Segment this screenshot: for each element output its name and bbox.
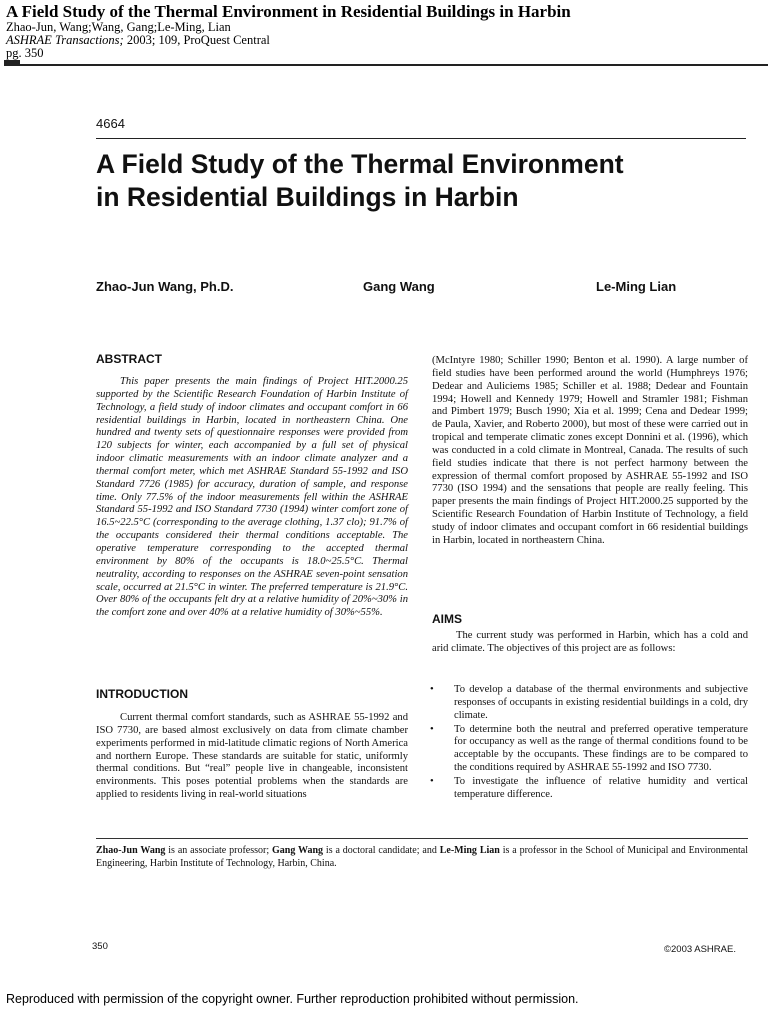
header-journal: ASHRAE Transactions; <box>6 33 124 47</box>
aims-item-text: To determine both the neutral and preferred operative temperature for occupancy as well as the range of thermal conditions found to be acceptable by the occupants. These findings are to be compared to the conditions required by ASHRAE 55-1992 and ISO 7730. <box>454 723 748 774</box>
abstract-heading: ABSTRACT <box>96 352 162 366</box>
continuation-text: (McIntyre 1980; Schiller 1990; Benton et al. 1990). A large number of field studies have been performed around the world (Humphreys 1976; Dedear and Auliciems 1985; Schiller et al. 1988; Dedear and Fountain 1994; Howell and Kennedy 1979; Howell and Stramler 1981; Fishman and Pimbert 1979; Busch 1990; Xia et al. 1999; Cena and Dedear 1999; de Paula, Xavier, and Roberto 2000), but most of these were carried out in tropical and temperate climatic zones except Donnini et al. (1996), which was conducted in a cold climate in Montreal, Canada. The results of such field studies indicate that there is not perfect harmony between the expression of thermal comfort proposed by ASHRAE 55-1992 and ISO 7730 (ISO 1994) and the sensations that people are really feeling. This paper presents the main findings of Project HIT.2000.25 supported by the Scientific Research Foundation of Harbin Institute of Technology, a field study of indoor climates and occupant comfort in 66 residential buildings in Harbin, located in northeastern China. <box>432 355 748 546</box>
introduction-text: Current thermal comfort standards, such as ASHRAE 55-1992 and ISO 7730, are based almost exclusively on data from climate chamber experiments performed in mid-latitude climatic regions of North America and northern Europe. These standards are suitable for static, uniformly thermal conditions. But “real” people live in changeable, inconsistent environments. This poses potential problems when the standards are applied to residents living in real-world situations <box>96 712 408 801</box>
footnote-name-2: Gang Wang <box>272 845 324 856</box>
page-number: 350 <box>92 941 108 952</box>
paper-title-line1: A Field Study of the Thermal Environment <box>96 149 624 179</box>
bullet-icon: • <box>430 684 434 695</box>
aims-list <box>430 684 748 803</box>
aims-list-item <box>430 724 748 775</box>
aims-intro-text: The current study was performed in Harbin, which has a cold and arid climate. The objectives of this project are as follows: <box>432 630 748 654</box>
footnote-text-2: is a doctoral candidate; and <box>323 845 440 856</box>
footnote-name-3: Le-Ming Lian <box>439 845 500 856</box>
aims-heading: AIMS <box>432 612 462 626</box>
aims-item-text: To develop a database of the thermal environments and subjective responses of occupants in existing residential buildings in a cold, dry climate. <box>454 684 748 721</box>
author-footnote <box>96 844 748 870</box>
bullet-icon: • <box>430 723 434 735</box>
introduction-column <box>96 712 408 802</box>
paper-title <box>96 148 756 214</box>
footnote-text-3: is a professor in the School of Municipal and Environmental Engineering, Harbin Institute of Technology, Harbin, China. <box>96 845 748 869</box>
paper-title-line2: in Residential Buildings in Harbin <box>96 182 519 212</box>
abstract-text: This paper presents the main findings of Project HIT.2000.25 supported by the Scientific Research Foundation of Harbin Institute of Technology, a field study of indoor climates and occupant comfort in 66 residential buildings in Harbin, located in northeastern China. One hundred and twenty sets of questionnaire responses were provided from 120 subjects for winter, each accompanied by a full set of physical indoor climatic measurements with an indoor climate analyzer and a thermal comfort meter, which met ASHRAE Standard 55-1992 and ISO Standard 7726 (1985) for accuracy, duration of sample, and response time. Only 77.5% of the indoor measurements fell within the ASHRAE Standard 55-1992 and ISO Standard 7730 (1994) winter comfort zone of 16.5~22.5°C (corresponding to the average clothing, 1.37 clo); 91.7% of the occupants considered their thermal conditions acceptable. The operative temperature corresponding to the accepted thermal environment by 80% of the occupants is 18.0~25.5°C. Thermal neutrality, according to responses on the ASHRAE seven-point sensation scale, occurred at 21.5°C in winter. The preferred temperature is 21.9°C. Over 80% of the occupants felt dry at a relative humidity of 20%~30% in the comfort zone and over 40% at a relative humidity of 30%~55%. <box>96 376 408 619</box>
scan-edge-line <box>4 64 768 66</box>
footnote-rule <box>96 838 748 839</box>
aims-list-item <box>430 776 748 802</box>
paper-number: 4664 <box>96 116 125 131</box>
abstract-column <box>96 376 408 620</box>
header-journal-rest: 2003; 109, ProQuest Central <box>123 33 270 47</box>
aims-list-item <box>430 684 748 723</box>
aims-intro-column <box>432 630 748 656</box>
copyright-notice: ©2003 ASHRAE. <box>664 944 736 955</box>
right-column-continuation <box>432 355 748 548</box>
header-authors: Zhao-Jun, Wang;Wang, Gang;Le-Ming, Lian <box>6 20 231 34</box>
footnote-name-1: Zhao-Jun Wang <box>96 845 166 856</box>
proquest-header <box>6 2 571 60</box>
author-2: Gang Wang <box>363 279 435 294</box>
author-1: Zhao-Jun Wang, Ph.D. <box>96 279 234 294</box>
title-rule <box>96 138 746 139</box>
reproduction-notice: Reproduced with permission of the copyright owner. Further reproduction prohibited without permission. <box>6 992 579 1006</box>
header-page-ref: pg. 350 <box>6 46 44 60</box>
bullet-icon: • <box>430 775 434 787</box>
header-title: A Field Study of the Thermal Environment in Residential Buildings in Harbin <box>6 2 571 21</box>
header-citation <box>6 34 571 47</box>
introduction-heading: INTRODUCTION <box>96 687 188 701</box>
aims-item-text: To investigate the influence of relative humidity and vertical temperature difference. <box>454 775 748 800</box>
footnote-text-1: is an associate professor; <box>165 845 272 856</box>
author-3: Le-Ming Lian <box>596 279 677 294</box>
